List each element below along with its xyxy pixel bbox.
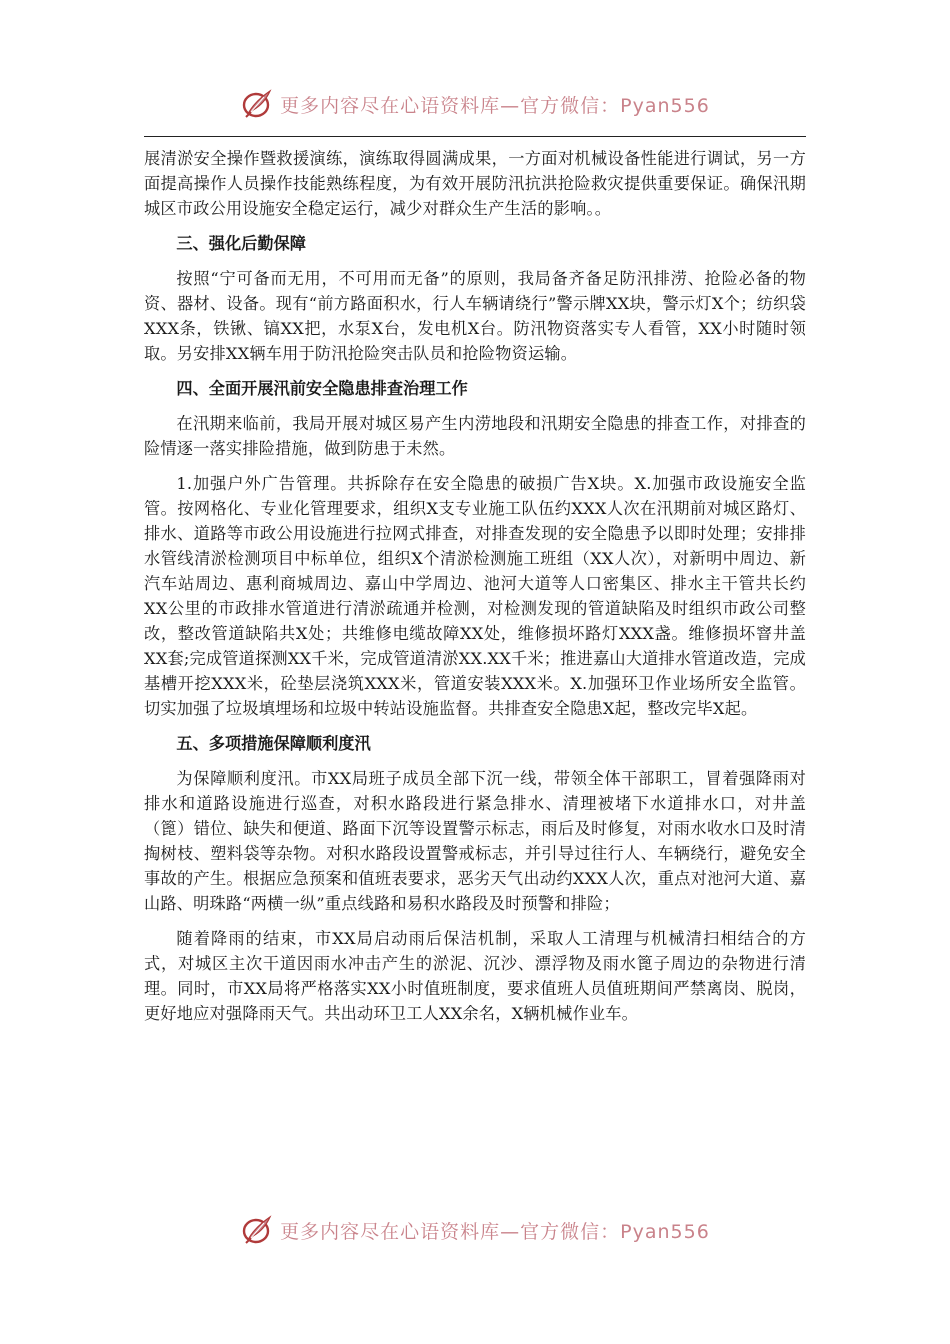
banner-text: 更多内容尽在心语资料库—官方微信：Pyan556 (280, 94, 710, 117)
section-heading-5: 五、多项措施保障顺利度汛 (176, 734, 371, 753)
quill-pen-icon (240, 1212, 276, 1248)
document-body (144, 146, 806, 1036)
paragraph-flood-measures: 为保障顺利度汛。市XX局班子成员全部下沉一线，带领全体干部职工，冒着强降雨对排水和道路设施进行巡查，对积水路段进行紧急排水、清理被堵下水道排水口，对井盖（篦）错位、缺失和便道、路面下沉等设置警示标志，雨后及时修复，对雨水收水口及时清掏树枝、塑料袋等杂物。对积水路段设置警戒标志，并引导过往行人、车辆绕行，避免安全事故的产生。根据应急预案和值班表要求，恶劣天气出动约XXX人次，重点对池河大道、嘉山路、明珠路“两横一纵”重点线路和易积水路段及时预警和排险； (144, 769, 806, 913)
paragraph-inspection-intro: 在汛期来临前，我局开展对城区易产生内涝地段和汛期安全隐患的排查工作，对排查的险情逐一落实排险措施，做到防患于未然。 (144, 414, 806, 458)
paragraph-logistics: 按照“宁可备而无用，不可用而无备”的原则，我局备齐备足防汛排涝、抢险必备的物资、器材、设备。现有“前方路面积水，行人车辆请绕行”警示牌XX块，警示灯X个；纺织袋XXX条，铁锹、镐XX把，水泵X台，发电机X台。防汛物资落实专人看管，XX小时随时领取。另安排XX辆车用于防汛抢险突击队员和抢险物资运输。 (144, 269, 806, 363)
banner-text: 更多内容尽在心语资料库—官方微信：Pyan556 (280, 1220, 710, 1243)
section-heading-4: 四、全面开展汛前安全隐患排查治理工作 (176, 379, 468, 398)
header-divider (144, 136, 806, 137)
section-heading-3: 三、强化后勤保障 (176, 234, 306, 253)
paragraph-inspection-details: 1.加强户外广告管理。共拆除存在安全隐患的破损广告X块。X.加强市政设施安全监管。按网格化、专业化管理要求，组织X支专业施工队伍约XXX人次在汛期前对城区路灯、排水、道路等市政公用设施进行拉网式排查，对排查发现的安全隐患予以即时处理；安排排水管线清淤检测项目中标单位，组织X个清淤检测施工班组（XX人次），对新明中周边、新汽车站周边、惠利商城周边、嘉山中学周边、池河大道等人口密集区、排水主干管共长约XX公里的市政排水管道进行清淤疏通并检测，对检测发现的管道缺陷及时组织市政公司整改，整改管道缺陷共X处；共维修电缆故障XX处，维修损坏路灯XXX盏。维修损坏窨井盖XX套;完成管道探测XX千米，完成管道清淤XX.XX千米；推进嘉山大道排水管道改造，完成基槽开挖XXX米，砼垫层浇筑XXX米，管道安装XXX米。X.加强环卫作业场所安全监管。切实加强了垃圾填埋场和垃圾中转站设施监督。共排查安全隐患X起，整改完毕X起。 (144, 474, 806, 718)
header-banner (0, 82, 950, 126)
paragraph-continuation: 展清淤安全操作暨救援演练，演练取得圆满成果，一方面对机械设备性能进行调试，另一方面提高操作人员操作技能熟练程度，为有效开展防汛抗洪抢险救灾提供重要保证。确保汛期城区市政公用设施安全稳定运行，减少对群众生产生活的影响。。 (144, 149, 806, 218)
paragraph-post-rain-cleanup: 随着降雨的结束，市XX局启动雨后保洁机制，采取人工清理与机械清扫相结合的方式，对城区主次干道因雨水冲击产生的淤泥、沉沙、漂浮物及雨水篦子周边的杂物进行清理。同时，市XX局将严格落实XX小时值班制度，要求值班人员值班期间严禁离岗、脱岗，更好地应对强降雨天气。共出动环卫工人XX余名，X辆机械作业车。 (144, 929, 806, 1023)
banner-inner (240, 86, 710, 122)
quill-pen-icon (240, 86, 276, 122)
footer-banner (0, 1208, 950, 1252)
banner-inner (240, 1212, 710, 1248)
